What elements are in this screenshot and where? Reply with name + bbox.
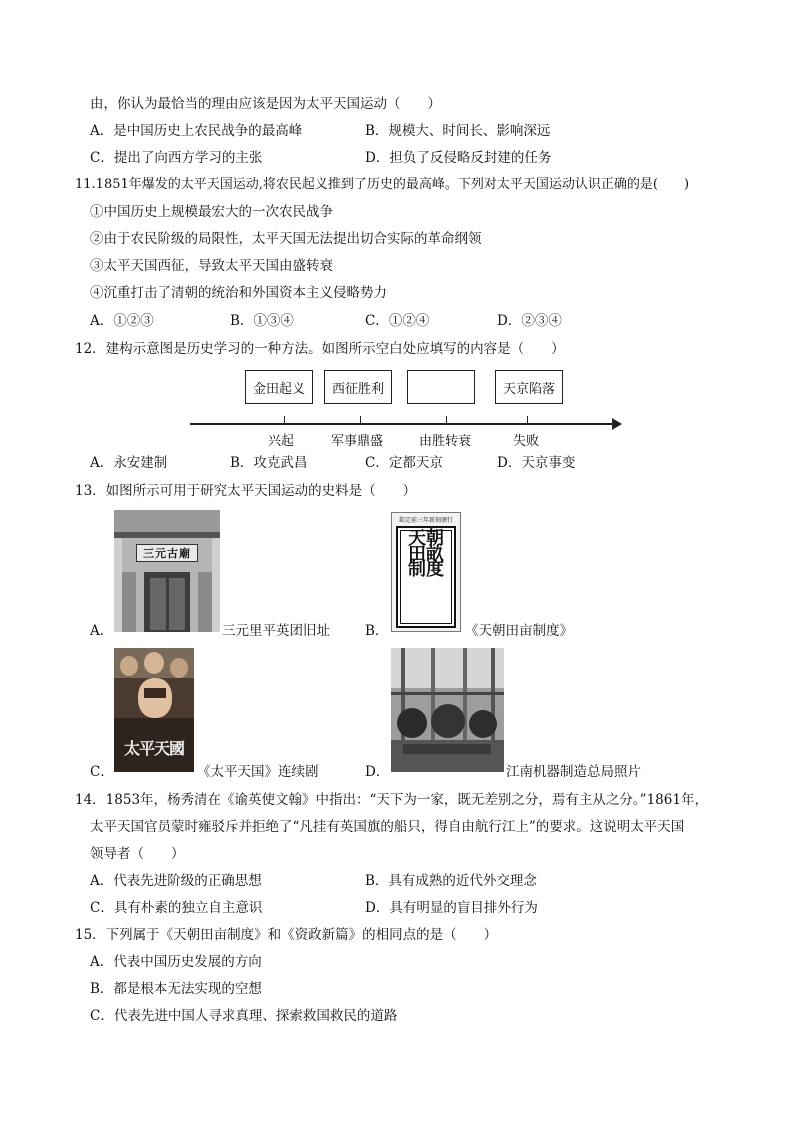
stage-label-peak: 军事鼎盛 xyxy=(331,434,384,449)
stage-label-decline: 由胜转衰 xyxy=(419,434,472,449)
photo-jiangnan-arsenal-factory xyxy=(391,648,504,772)
q13-option-a-letter[interactable]: A． xyxy=(90,623,114,639)
diagram-box-blank xyxy=(407,370,475,404)
photo-sanyuanli-temple xyxy=(114,510,220,632)
diagram-box-jintian-uprising: 金田起义 xyxy=(245,370,313,404)
photo-tv-series-poster xyxy=(114,648,194,772)
q10-option-a[interactable]: A．是中国历史上农民战争的最高峰 xyxy=(90,123,303,139)
timeline-tick xyxy=(527,416,528,424)
timeline-tick xyxy=(284,416,285,424)
temple-sign: 三元古廟 xyxy=(136,544,198,562)
q12-option-d[interactable]: D．天京事变 xyxy=(497,455,576,471)
timeline-tick xyxy=(446,416,447,424)
q15-stem: 15．下列属于《天朝田亩制度》和《资政新篇》的相同点的是（ ） xyxy=(75,927,498,943)
timeline-tick xyxy=(360,416,361,424)
q12-option-c[interactable]: C．定都天京 xyxy=(365,455,443,471)
q11-option-a[interactable]: A．①②③ xyxy=(90,313,154,329)
q14-option-d[interactable]: D．具有明显的盲目排外行为 xyxy=(365,900,538,916)
q12-option-b[interactable]: B．攻克武昌 xyxy=(230,455,308,471)
poster-title: 太平天國 xyxy=(123,739,184,758)
q11-item-4: ④沉重打击了清朝的统治和外国资本主义侵略势力 xyxy=(90,285,387,301)
q13-option-b-letter[interactable]: B． xyxy=(365,623,389,639)
q11-option-d[interactable]: D．②③④ xyxy=(497,313,562,329)
q12-stem: 12．建构示意图是历史学习的一种方法。如图所示空白处应填写的内容是（ ） xyxy=(75,341,565,357)
q14-stem-line-1: 14．1853年，杨秀清在《谕英使文翰》中指出：“天下为一家，既无差别之分，焉有主从之分。”1861年， xyxy=(75,792,708,808)
book-header-text: 欽定前三年新刻頒行 xyxy=(398,517,453,524)
q10-option-d[interactable]: D．担负了反侵略反封建的任务 xyxy=(365,150,552,166)
q11-option-b[interactable]: B．①③④ xyxy=(230,313,294,329)
q11-option-c[interactable]: C．①②④ xyxy=(365,313,430,329)
q10-stem-tail: 由，你认为最恰当的理由应该是因为太平天国运动（ ） xyxy=(90,96,441,112)
q13-option-b-caption[interactable]: 《天朝田亩制度》 xyxy=(465,623,573,639)
q13-option-a-caption[interactable]: 三元里平英团旧址 xyxy=(222,623,330,639)
q11-item-1: ①中国历史上规模最宏大的一次农民战争 xyxy=(90,204,333,220)
timeline-arrow-icon xyxy=(612,418,622,430)
q13-option-d-caption[interactable]: 江南机器制造总局照片 xyxy=(506,764,641,780)
q14-stem-line-3: 领导者（ ） xyxy=(90,846,185,862)
timeline-axis xyxy=(190,423,615,425)
stage-label-failure: 失败 xyxy=(513,434,540,449)
q15-option-c[interactable]: C．代表先进中国人寻求真理、探索救国救民的道路 xyxy=(90,1008,398,1024)
q10-option-b[interactable]: B．规模大、时间长、影响深远 xyxy=(365,123,551,139)
photo-tianchao-tianmu-book xyxy=(391,512,461,632)
q13-option-c-caption[interactable]: 《太平天国》连续剧 xyxy=(197,764,319,780)
q11-item-3: ③太平天国西征，导致太平天国由盛转衰 xyxy=(90,258,333,274)
q13-stem: 13．如图所示可用于研究太平天国运动的史料是（ ） xyxy=(75,483,417,499)
q13-option-d-letter[interactable]: D． xyxy=(365,764,390,780)
q10-option-c[interactable]: C．提出了向西方学习的主张 xyxy=(90,150,263,166)
q15-option-b[interactable]: B．都是根本无法实现的空想 xyxy=(90,981,262,997)
q13-option-c-letter[interactable]: C． xyxy=(90,764,114,780)
q12-option-a[interactable]: A．永安建制 xyxy=(90,455,168,471)
q14-option-a[interactable]: A．代表先进阶级的正确思想 xyxy=(90,873,262,889)
q11-item-2: ②由于农民阶级的局限性，太平天国无法提出切合实际的革命纲领 xyxy=(90,231,482,247)
stage-label-rise: 兴起 xyxy=(268,434,295,449)
q14-stem-line-2: 太平天国官员蒙时雍驳斥并拒绝了“凡挂有英国旗的船只，得自由航行江上”的要求。这说明太平天国 xyxy=(90,819,685,835)
q15-option-a[interactable]: A．代表中国历史发展的方向 xyxy=(90,954,262,970)
q14-option-b[interactable]: B．具有成熟的近代外交理念 xyxy=(365,873,537,889)
q11-stem: 11.1851年爆发的太平天国运动,将农民起义推到了历史的最高峰。下列对太平天国运动认识正确的是( ) xyxy=(75,177,690,192)
diagram-box-tianjing-fall: 天京陷落 xyxy=(495,370,563,404)
q14-option-c[interactable]: C．具有朴素的独立自主意识 xyxy=(90,900,263,916)
diagram-box-western-expedition: 西征胜利 xyxy=(324,370,392,404)
book-title: 天朝田畝制度 xyxy=(408,528,444,580)
